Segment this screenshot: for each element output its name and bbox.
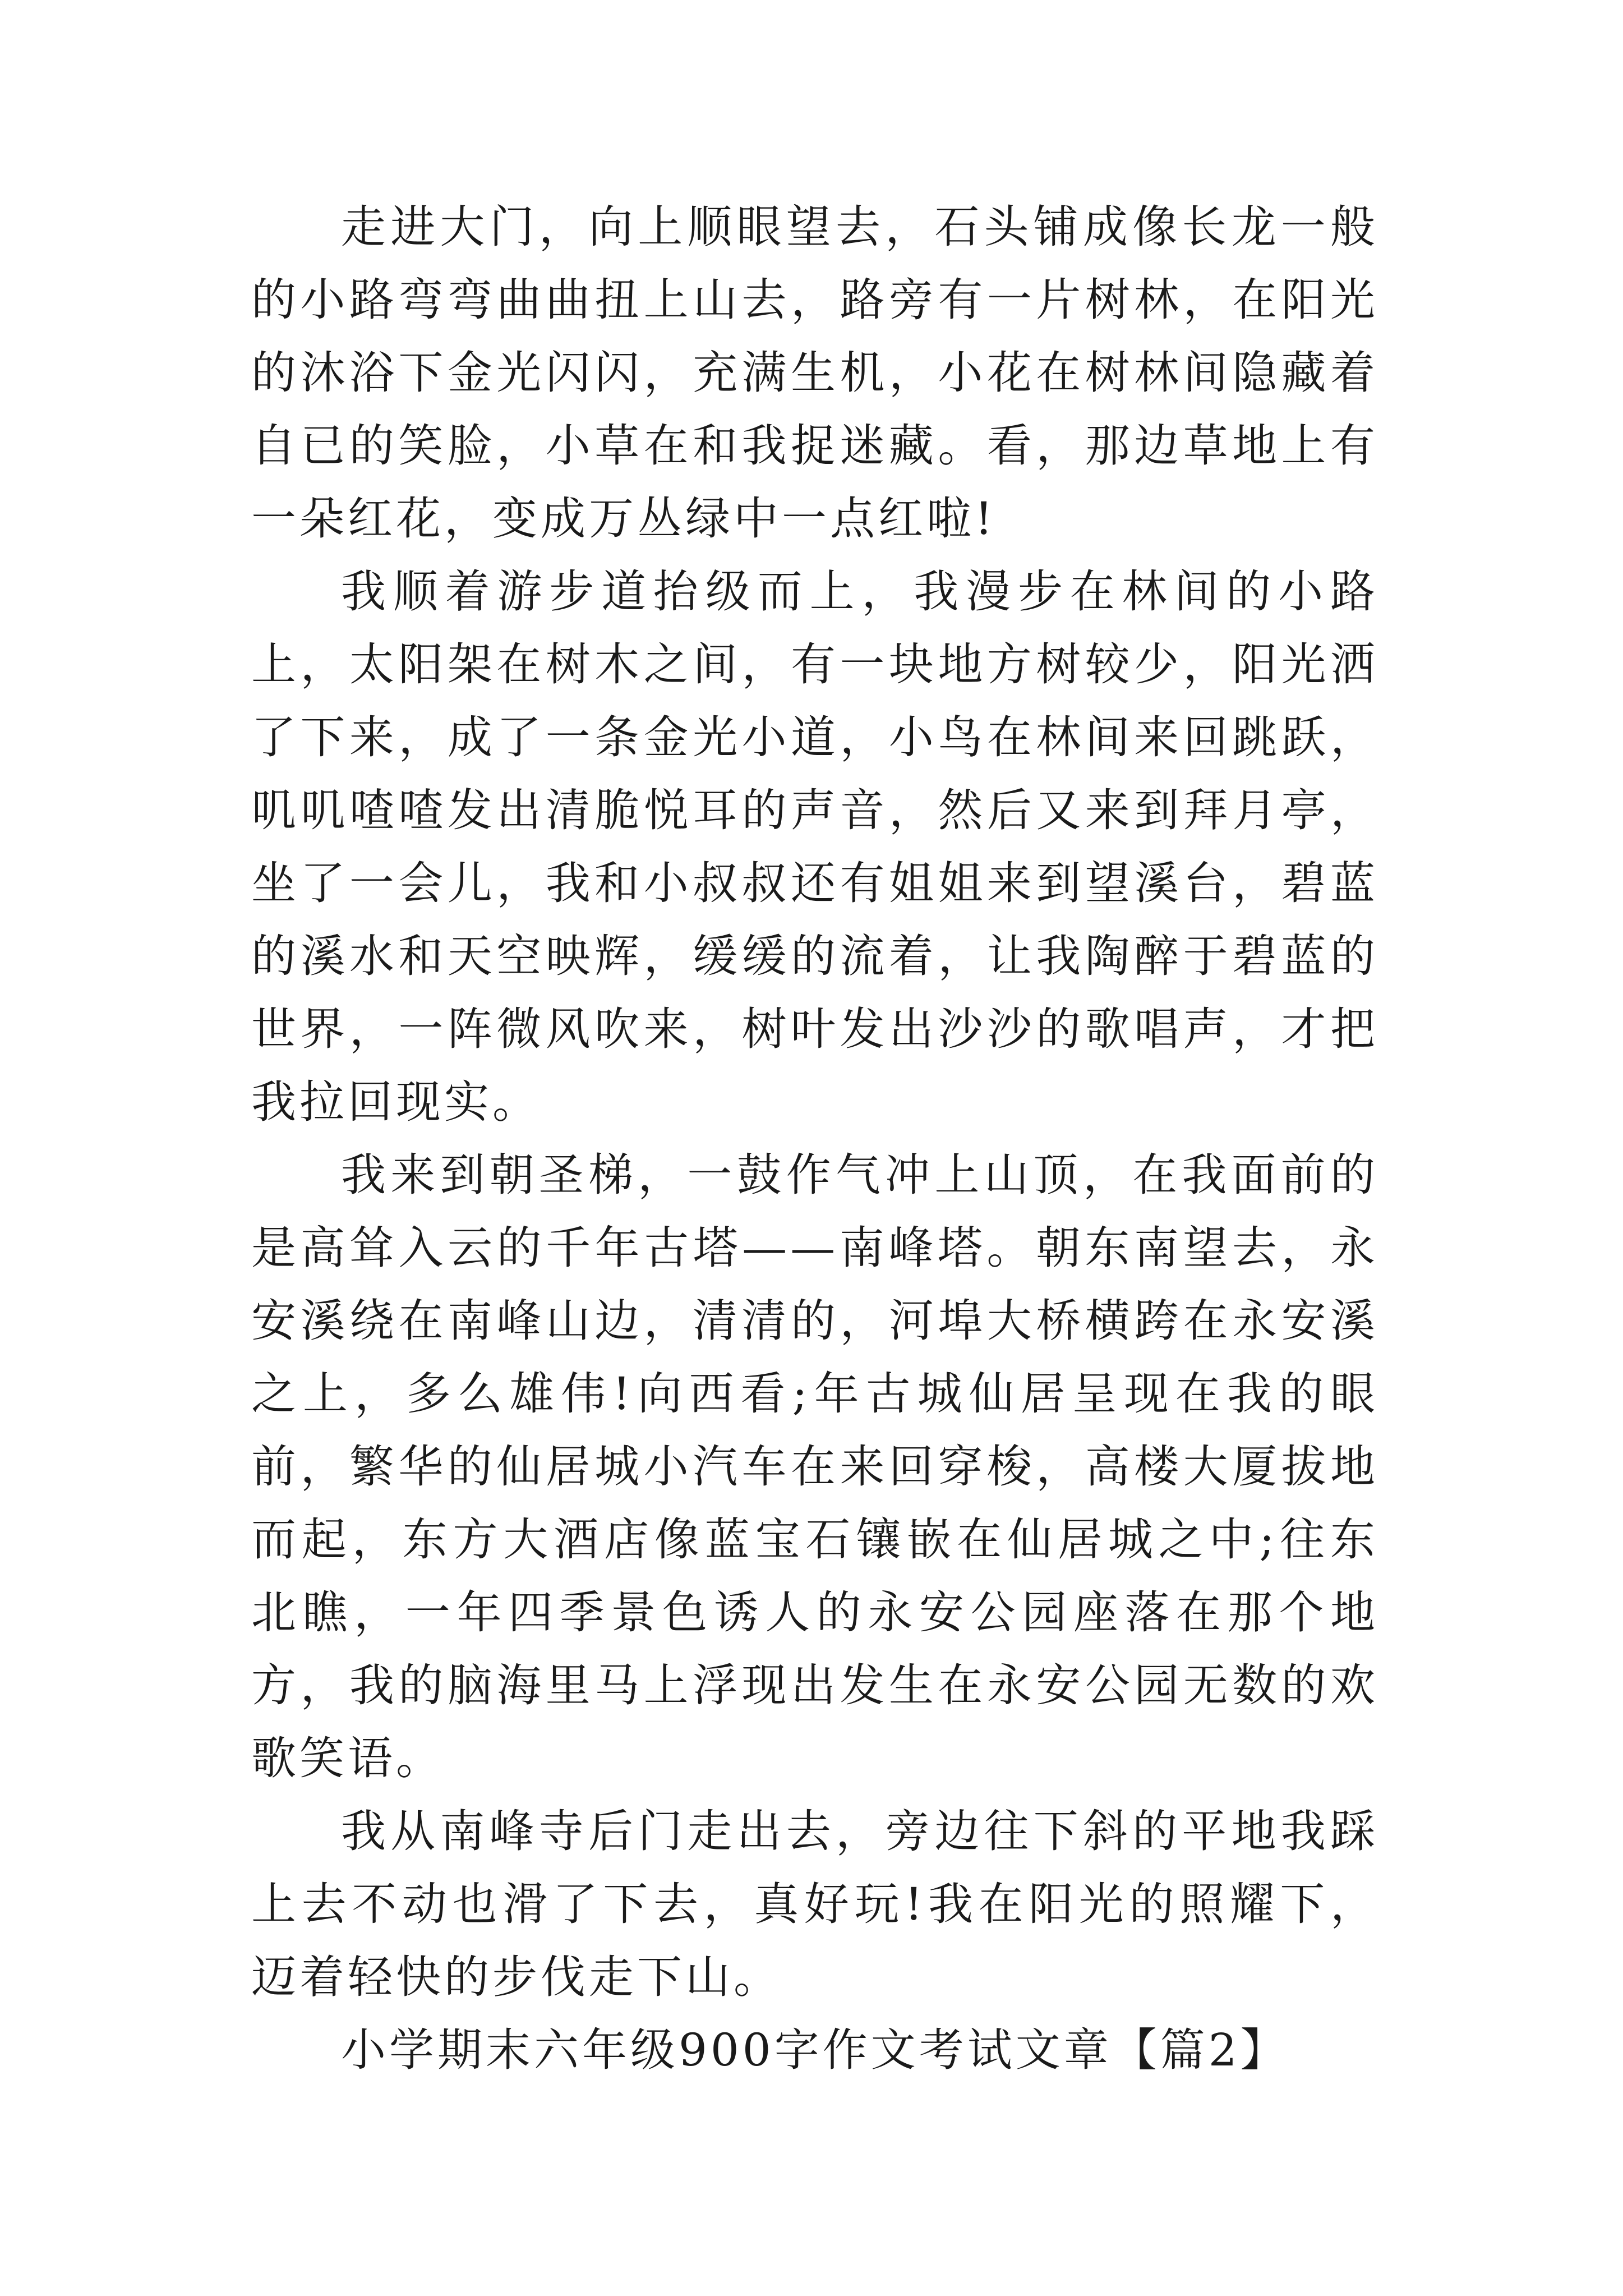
paragraph-forest-path: 我顺着游步道抬级而上，我漫步在林间的小路上，太阳架在树木之间，有一块地方树较少，阳光洒了下来，成了一条金光小道，小鸟在林间来回跳跃，叽叽喳喳发出清脆悦耳的声音，然后又来到拜月亭，坐了一会儿，我和小叔叔还有姐姐来到望溪台，碧蓝的溪水和天空映辉，缓缓的流着，让我陶醉于碧蓝的世界，一阵微风吹来，树叶发出沙沙的歌唱声，才把我拉回现实。: [251, 565, 1378, 1128]
paragraph-entering-gate: 走进大门，向上顺眼望去，石头铺成像长龙一般的小路弯弯曲曲扭上山去，路旁有一片树林，在阳光的沐浴下金光闪闪，充满生机，小花在树林间隐藏着自已的笑脸，小草在和我捉迷藏。看，那边草地上有一朵红花，变成万丛绿中一点红啦!: [251, 201, 1378, 545]
paragraph-mountain-top: 我来到朝圣梯，一鼓作气冲上山顶，在我面前的是高耸入云的千年古塔——南峰塔。朝东南望去，永安溪绕在南峰山边，清清的，河埠大桥横跨在永安溪之上，多么雄伟!向西看;年古城仙居呈现在我的眼前，繁华的仙居城小汽车在来回穿梭，高楼大厦拔地而起，东方大酒店像蓝宝石镶嵌在仙居城之中;往东北瞧，一年四季景色诱人的永安公园座落在那个地方，我的脑海里马上浮现出发生在永安公园无数的欢歌笑语。: [251, 1149, 1378, 1784]
document-body: [251, 191, 1378, 2087]
next-article-heading: 小学期末六年级900字作文考试文章【篇2】: [341, 2024, 1289, 2076]
paragraph-going-down: 我从南峰寺后门走出去，旁边往下斜的平地我踩上去不动也滑了下去，真好玩!我在阳光的照耀下，迈着轻快的步伐走下山。: [251, 1805, 1378, 2003]
